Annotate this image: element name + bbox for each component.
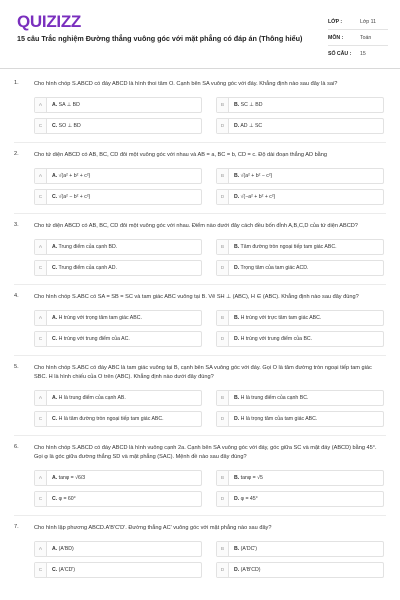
- answer-option[interactable]: [216, 189, 384, 205]
- option-label: C.: [52, 265, 58, 271]
- option-text: [47, 395, 126, 401]
- option-text: [229, 336, 312, 342]
- answer-option[interactable]: [34, 562, 202, 578]
- answer-option[interactable]: [216, 491, 384, 507]
- option-letter-box: C: [35, 563, 47, 577]
- option-letter-box: A: [35, 542, 47, 556]
- option-body: H trùng với trung điểm của AC.: [58, 336, 130, 342]
- answer-options: [34, 541, 386, 578]
- answer-option[interactable]: [34, 331, 202, 347]
- option-label: C.: [52, 416, 58, 422]
- option-label: A.: [52, 395, 58, 401]
- option-letter-box: C: [35, 332, 47, 346]
- option-label: D.: [234, 496, 240, 502]
- question-item: [14, 293, 386, 347]
- question-item: [14, 444, 386, 507]
- answer-options: [34, 168, 386, 205]
- option-body: H là tâm đường tròn ngoại tiếp tam giác ABC.: [58, 416, 164, 422]
- question-list: [0, 80, 400, 578]
- answer-option[interactable]: [216, 260, 384, 276]
- question-item: [14, 80, 386, 134]
- option-body: (A'DC'): [240, 546, 258, 552]
- option-letter-box: A: [35, 240, 47, 254]
- option-letter-box: B: [217, 391, 229, 405]
- option-text: [47, 244, 117, 250]
- option-body: H là trung điểm của cạnh BC.: [240, 395, 309, 401]
- option-body: (A'CD'): [58, 567, 76, 573]
- option-label: B.: [234, 546, 240, 552]
- question-item: [14, 222, 386, 276]
- option-letter-box: D: [217, 332, 229, 346]
- answer-options: [34, 310, 386, 347]
- option-text: [47, 194, 90, 200]
- option-letter-box: B: [217, 169, 229, 183]
- option-body: √(−a² + b² + c²): [240, 194, 276, 200]
- option-label: B.: [234, 244, 240, 250]
- question-divider: [14, 355, 386, 356]
- option-text: [229, 265, 308, 271]
- answer-option[interactable]: [216, 239, 384, 255]
- option-body: Tâm đường tròn ngoại tiếp tam giác ABC.: [240, 244, 337, 250]
- answer-options: [34, 239, 386, 276]
- question-divider: [14, 515, 386, 516]
- option-letter-box: A: [35, 471, 47, 485]
- answer-option[interactable]: [34, 260, 202, 276]
- option-letter-box: D: [217, 261, 229, 275]
- meta-key: MÔN :: [328, 34, 344, 41]
- option-label: D.: [234, 265, 240, 271]
- option-label: B.: [234, 475, 240, 481]
- option-body: φ = 45°: [240, 496, 258, 502]
- answer-option[interactable]: [34, 310, 202, 326]
- option-label: B.: [234, 395, 240, 401]
- option-body: H trùng với trung điểm của BC.: [240, 336, 313, 342]
- question-number: 4.: [14, 293, 19, 299]
- option-body: Trọng tâm của tam giác ACD.: [240, 265, 309, 271]
- option-text: [47, 102, 80, 108]
- meta-value: 15: [360, 50, 366, 57]
- option-text: [47, 567, 75, 573]
- question-divider: [14, 213, 386, 214]
- option-letter-box: D: [217, 563, 229, 577]
- option-label: C.: [52, 336, 58, 342]
- option-letter-box: C: [35, 492, 47, 506]
- answer-option[interactable]: [34, 390, 202, 406]
- option-text: [229, 475, 263, 481]
- answer-option[interactable]: [216, 168, 384, 184]
- question-text: Cho hình chóp S.ABCD có đáy ABCD là hình vuông cạnh 2a. Cạnh bên SA vuông góc với đáy, góc giữa SC và mặt đáy (ABCD) bằng 45°. Gọi φ là góc giữa đường thẳng SD và mặt phẳng (SAC). Mệnh đề nào sau đây đúng?: [34, 445, 377, 460]
- option-text: [229, 123, 262, 129]
- option-body: H là trọng tâm của tam giác ABC.: [240, 416, 318, 422]
- question-item: [14, 151, 386, 205]
- option-body: Trung điểm của cạnh BD.: [58, 244, 118, 250]
- meta-key: SỐ CÂU :: [328, 50, 352, 57]
- question-number: 3.: [14, 222, 19, 228]
- meta-table: [328, 14, 388, 61]
- meta-value: Toán: [360, 34, 372, 41]
- option-letter-box: C: [35, 261, 47, 275]
- option-label: A.: [52, 315, 58, 321]
- option-label: C.: [52, 567, 58, 573]
- answer-option[interactable]: [34, 239, 202, 255]
- answer-option[interactable]: [216, 331, 384, 347]
- option-text: [229, 173, 272, 179]
- answer-options: [34, 390, 386, 427]
- answer-option[interactable]: [216, 390, 384, 406]
- answer-option[interactable]: [34, 118, 202, 134]
- question-divider: [14, 142, 386, 143]
- answer-option[interactable]: [34, 491, 202, 507]
- answer-option[interactable]: [34, 470, 202, 486]
- option-letter-box: B: [217, 240, 229, 254]
- question-number: 5.: [14, 364, 19, 370]
- option-label: A.: [52, 244, 58, 250]
- option-label: D.: [234, 123, 240, 129]
- option-body: tanφ = √6/3: [58, 475, 86, 481]
- answer-options: [34, 470, 386, 507]
- answer-option[interactable]: [216, 411, 384, 427]
- answer-option[interactable]: [216, 310, 384, 326]
- option-body: Trung điểm của cạnh AD.: [58, 265, 117, 271]
- question-text: Cho hình lập phương ABCD.A'B'C'D'. Đường thẳng AC' vuông góc với mặt phẳng nào sau đây?: [34, 525, 272, 531]
- option-label: C.: [52, 194, 58, 200]
- option-body: √(a² + b² + c²): [58, 173, 91, 179]
- answer-option[interactable]: [34, 189, 202, 205]
- question-text: Cho tứ diện ABCD có AB, BC, CD đôi một vuông góc với nhau và AB = a, BC = b, CD = c. Độ dài đoạn thẳng AD bằng: [34, 152, 328, 158]
- meta-key: LỚP :: [328, 18, 343, 25]
- question-divider: [14, 284, 386, 285]
- option-body: H trùng với trực tâm tam giác ABC.: [240, 315, 322, 321]
- option-body: tanφ = √5: [240, 475, 263, 481]
- answer-option[interactable]: [216, 118, 384, 134]
- option-letter-box: D: [217, 119, 229, 133]
- option-text: [229, 567, 261, 573]
- option-label: D.: [234, 194, 240, 200]
- option-text: [47, 496, 76, 502]
- option-body: (A'B'CD): [240, 567, 261, 573]
- option-label: D.: [234, 336, 240, 342]
- option-letter-box: C: [35, 412, 47, 426]
- option-text: [229, 496, 258, 502]
- option-body: √(a² − b² + c²): [58, 194, 91, 200]
- meta-row-subject: [328, 30, 388, 46]
- answer-option[interactable]: [34, 97, 202, 113]
- option-letter-box: B: [217, 542, 229, 556]
- option-body: SO ⊥ BD: [58, 123, 81, 129]
- option-letter-box: B: [217, 311, 229, 325]
- question-item: [14, 524, 386, 578]
- option-text: [229, 315, 321, 321]
- option-body: AD ⊥ SC: [240, 123, 263, 129]
- answer-option[interactable]: [216, 470, 384, 486]
- answer-option[interactable]: [216, 541, 384, 557]
- option-letter-box: A: [35, 169, 47, 183]
- option-letter-box: D: [217, 492, 229, 506]
- meta-row-class: [328, 14, 388, 30]
- option-letter-box: A: [35, 311, 47, 325]
- option-text: [47, 475, 85, 481]
- meta-value: Lớp 11: [360, 18, 376, 25]
- option-label: D.: [234, 567, 240, 573]
- option-text: [229, 546, 257, 552]
- option-body: SC ⊥ BD: [240, 102, 263, 108]
- answer-option[interactable]: [34, 411, 202, 427]
- option-letter-box: A: [35, 98, 47, 112]
- option-letter-box: D: [217, 412, 229, 426]
- question-divider: [14, 435, 386, 436]
- option-body: H là trung điểm của cạnh AB.: [58, 395, 126, 401]
- option-label: C.: [52, 496, 58, 502]
- option-text: [229, 395, 308, 401]
- answer-option[interactable]: [34, 541, 202, 557]
- option-letter-box: B: [217, 98, 229, 112]
- option-label: D.: [234, 416, 240, 422]
- page-header: [0, 0, 400, 69]
- option-text: [47, 336, 130, 342]
- answer-option[interactable]: [216, 562, 384, 578]
- option-label: B.: [234, 102, 240, 108]
- question-item: [14, 364, 386, 427]
- option-text: [229, 194, 275, 200]
- option-body: √(a² + b² − c²): [240, 173, 273, 179]
- option-text: [47, 546, 74, 552]
- question-number: 7.: [14, 524, 19, 530]
- option-text: [47, 173, 90, 179]
- answer-option[interactable]: [216, 97, 384, 113]
- option-label: A.: [52, 475, 58, 481]
- option-letter-box: D: [217, 190, 229, 204]
- answer-option[interactable]: [34, 168, 202, 184]
- option-body: φ = 60°: [58, 496, 76, 502]
- option-body: (A'BD): [58, 546, 74, 552]
- option-label: A.: [52, 102, 58, 108]
- question-number: 1.: [14, 80, 19, 86]
- question-number: 2.: [14, 151, 19, 157]
- option-text: [229, 102, 262, 108]
- option-letter-box: C: [35, 119, 47, 133]
- option-letter-box: C: [35, 190, 47, 204]
- question-number: 6.: [14, 444, 19, 450]
- option-text: [229, 244, 337, 250]
- option-body: SA ⊥ BD: [58, 102, 80, 108]
- option-text: [47, 416, 164, 422]
- question-text: Cho hình chóp S.ABCD có đáy ABCD là hình thoi tâm O. Cạnh bên SA vuông góc với đáy. Khẳng định nào sau đây là sai?: [34, 81, 338, 87]
- option-text: [47, 315, 142, 321]
- option-label: B.: [234, 315, 240, 321]
- option-label: A.: [52, 173, 58, 179]
- question-text: Cho tứ diện ABCD có AB, BC, CD đôi một vuông góc với nhau. Điểm nào dưới đây cách đều bốn đỉnh A,B,C,D của tứ diện ABCD?: [34, 223, 358, 229]
- option-letter-box: B: [217, 471, 229, 485]
- option-label: B.: [234, 173, 240, 179]
- quizizz-logo: QUIZIZZ: [17, 12, 81, 31]
- answer-options: [34, 97, 386, 134]
- option-body: H trùng với trọng tâm tam giác ABC.: [58, 315, 142, 321]
- option-label: A.: [52, 546, 58, 552]
- option-letter-box: A: [35, 391, 47, 405]
- page-title: 15 câu Trắc nghiệm Đường thẳng vuông góc với mặt phẳng có đáp án (Thông hiểu): [17, 34, 303, 43]
- option-text: [229, 416, 317, 422]
- question-text: Cho hình chóp S.ABC có SA = SB = SC và tam giác ABC vuông tại B. Vẽ SH ⊥ (ABC), H ∈ (ABC). Khẳng định nào sau đây đúng?: [34, 294, 359, 300]
- meta-row-count: [328, 46, 388, 61]
- option-text: [47, 265, 117, 271]
- option-text: [47, 123, 81, 129]
- question-text: Cho hình chóp S.ABC có đáy ABC là tam giác vuông tại B, cạnh bên SA vuông góc với đáy. Gọi O là tâm đường tròn ngoại tiếp tam giác SBC. H là hình chiếu của O trên (ABC). Khẳng định nào dưới đây đúng?: [34, 365, 372, 380]
- option-label: C.: [52, 123, 58, 129]
